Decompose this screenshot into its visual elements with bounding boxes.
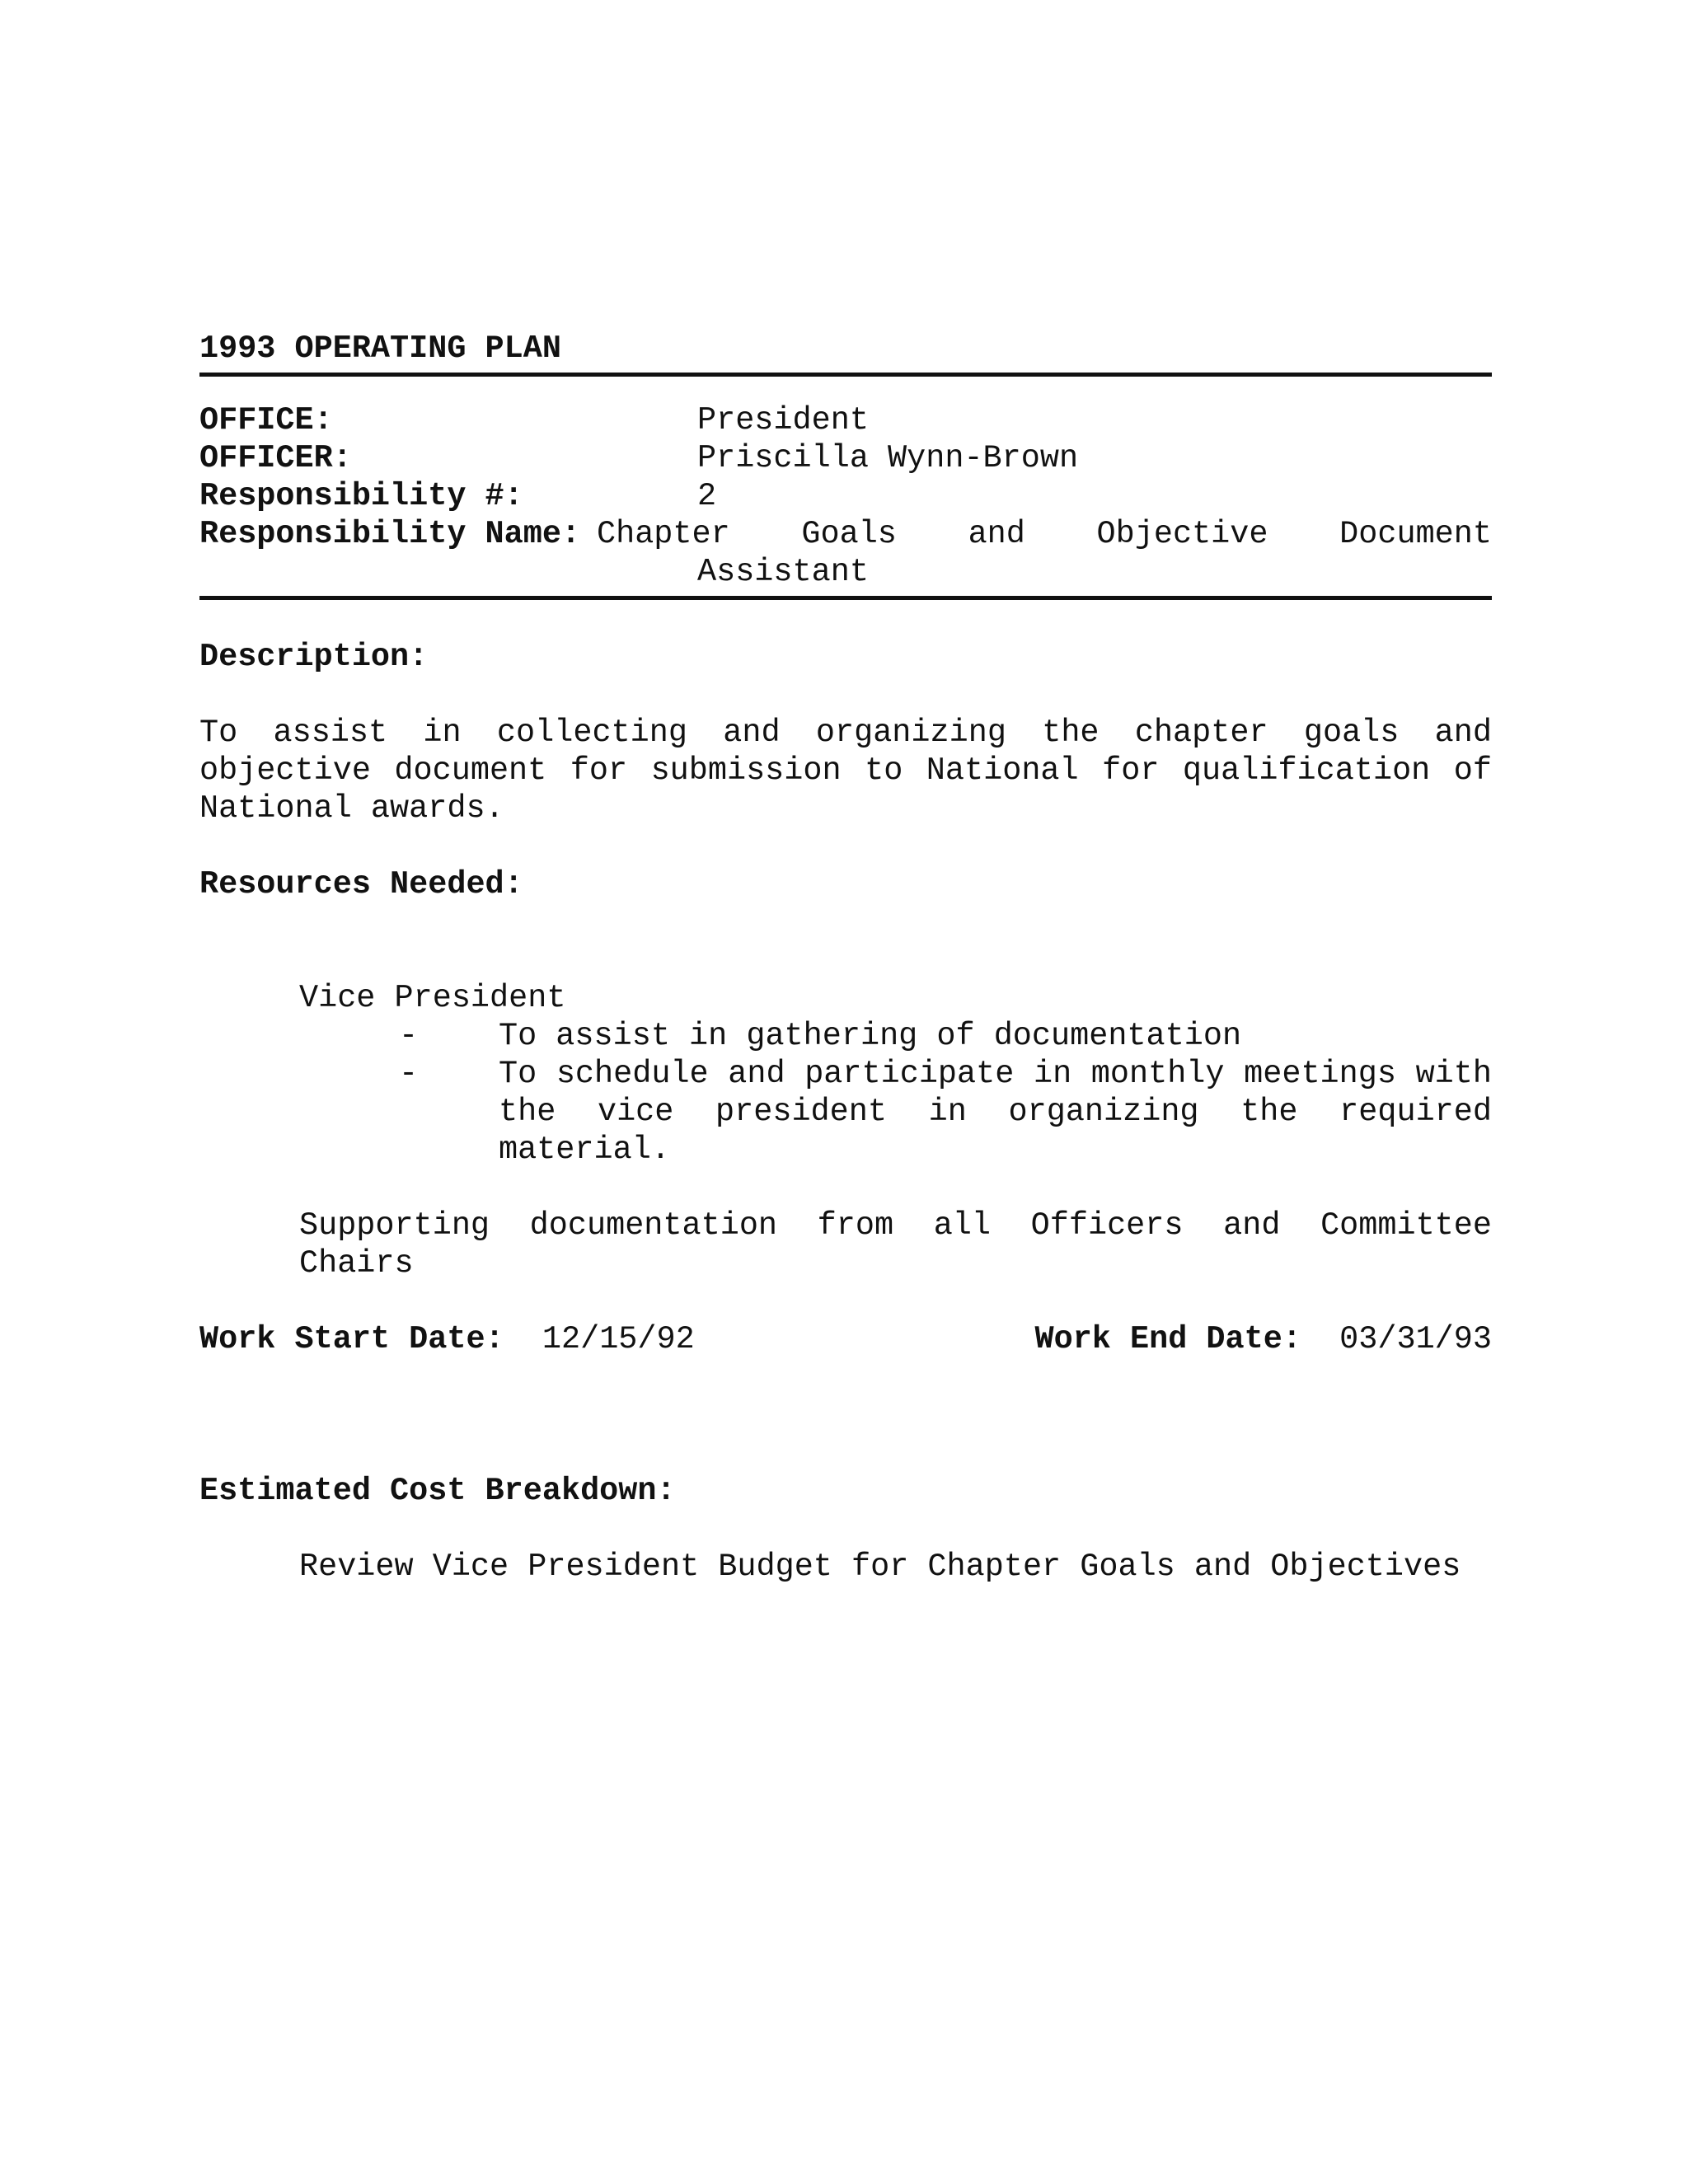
description-heading: Description: bbox=[199, 639, 429, 675]
document-title: 1993 OPERATING PLAN bbox=[199, 330, 1492, 377]
work-end-date-label: Work End Date: bbox=[1034, 1321, 1301, 1357]
officer-row bbox=[199, 439, 1492, 477]
work-dates-row bbox=[199, 1320, 1492, 1358]
supporting-line: Chairs bbox=[299, 1245, 414, 1282]
supporting-line: Supporting documentation from all Officers and Committee bbox=[299, 1207, 1492, 1244]
resources-heading: Resources Needed: bbox=[199, 866, 523, 902]
responsibility-name-continuation: Assistant bbox=[697, 554, 869, 590]
resource-item-dash: - bbox=[399, 1056, 419, 1092]
operating-plan-document bbox=[199, 330, 1492, 1586]
office-label: OFFICE: bbox=[199, 402, 333, 438]
resource-person: Vice President bbox=[299, 980, 566, 1016]
officer-label: OFFICER: bbox=[199, 440, 352, 476]
responsibility-number-row bbox=[199, 477, 1492, 515]
description-line: To assist in collecting and organizing the chapter goals and bbox=[199, 715, 1492, 751]
responsibility-name-label: Responsibility Name: bbox=[199, 516, 581, 552]
cost-heading: Estimated Cost Breakdown: bbox=[199, 1473, 676, 1509]
resource-item-dash: - bbox=[399, 1018, 419, 1054]
description-paragraph bbox=[199, 714, 1492, 827]
work-end-date-value: 03/31/93 bbox=[1339, 1321, 1492, 1357]
resource-item bbox=[199, 1017, 1492, 1055]
responsibility-name-value: Chapter Goals and Objective Document bbox=[597, 516, 1492, 552]
description-line: National awards. bbox=[199, 790, 504, 827]
description-line: objective document for submission to National for qualification of bbox=[199, 752, 1492, 789]
resource-item-text: To assist in gathering of documentation bbox=[499, 1018, 1242, 1054]
work-start-date-label: Work Start Date: bbox=[199, 1321, 504, 1357]
info-block bbox=[199, 401, 1492, 600]
supporting-documentation bbox=[199, 1207, 1492, 1282]
work-start-date-value: 12/15/92 bbox=[542, 1321, 695, 1357]
office-value: President bbox=[697, 402, 869, 438]
office-row bbox=[199, 401, 1492, 439]
responsibility-name-row bbox=[199, 515, 1492, 553]
resource-item-text: To schedule and participate in monthly meetings with the vice president in organizing the required material. bbox=[499, 1056, 1492, 1168]
work-end-date bbox=[1034, 1320, 1492, 1358]
responsibility-number-value: 2 bbox=[697, 478, 717, 514]
resource-item bbox=[199, 1055, 1492, 1169]
officer-value: Priscilla Wynn-Brown bbox=[697, 440, 1079, 476]
cost-text: Review Vice President Budget for Chapter Goals and Objectives bbox=[299, 1549, 1461, 1585]
responsibility-number-label: Responsibility #: bbox=[199, 478, 523, 514]
work-start-date bbox=[199, 1320, 695, 1358]
